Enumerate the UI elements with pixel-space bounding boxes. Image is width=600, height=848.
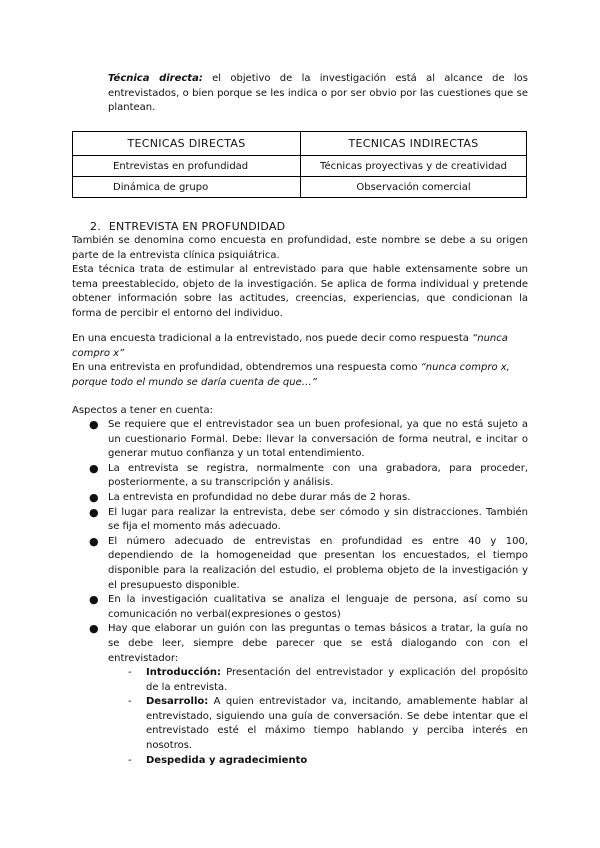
section-number: 2. xyxy=(90,220,101,233)
list-item-text: El número adecuado de entrevistas en profundidad es entre 40 y 100, dependiendo de la homogeneidad que presentan los encuestados, el tiempo disponible para la realización del estudio, el problema objeto de la investigación y el presupuesto disponible. xyxy=(108,535,528,591)
depth-text: En una entrevista en profundidad, obtendremos una respuesta como xyxy=(72,362,421,374)
sub-list-item xyxy=(128,666,528,695)
examples-body xyxy=(72,332,528,390)
aspects-list xyxy=(89,418,528,768)
table-row xyxy=(73,156,527,177)
traditional-text: En una encuesta tradicional a la entrevistado, nos puede decir como respuesta xyxy=(72,333,473,344)
table-header-direct: TECNICAS DIRECTAS xyxy=(73,132,301,156)
table-cell: Técnicas proyectivas y de creatividad xyxy=(301,156,527,177)
sub-item-text: A quien entrevistador va, incitando, amablemente hablar al entrevistado, siguiendo una guía de conversación. Se debe intentar que el entrevistado esté el máximo tiempo hablando y perciba interés en nosotros. xyxy=(146,696,528,752)
table-cell: Observación comercial xyxy=(301,177,527,198)
paragraph-origin: También se denomina como encuesta en profundidad, este nombre se debe a su origen parte de la entrevista clínica psiquiátrica. xyxy=(72,235,528,261)
list-item-text: Hay que elaborar un guión con las preguntas o temas básicos a tratar, la guía no se debe leer, siempre debe parecer que se está dialogando con con el entrevistador: xyxy=(108,623,528,664)
intro-paragraph xyxy=(108,72,528,116)
table-cell: Entrevistas en profundidad xyxy=(73,156,301,177)
section-heading xyxy=(90,220,285,233)
intro-label: Técnica directa: xyxy=(108,73,203,84)
sub-item-text: Presentación del entrevistador y explicación del propósito de la entrevista. xyxy=(146,667,528,693)
bullet-icon: ● xyxy=(89,418,99,431)
list-item xyxy=(89,418,528,462)
list-item xyxy=(89,461,528,491)
depth-quote: “nunca compro x, porque todo el mundo se daría cuenta de que…” xyxy=(72,362,510,388)
table-header-row xyxy=(73,132,527,156)
bullet-icon: ● xyxy=(89,461,99,475)
list-item-text: La entrevista se registra, normalmente con una grabadora, para proceder, posteriormente, a su transcripción y análisis. xyxy=(108,462,528,489)
bullet-icon: ● xyxy=(89,490,99,504)
list-item-text: El lugar para realizar la entrevista, debe ser cómodo y sin distracciones. También se fija el momento más adecuado. xyxy=(108,506,528,533)
list-item-text: La entrevista en profundidad no debe durar más de 2 horas. xyxy=(108,491,411,503)
list-item-text: Se requiere que el entrevistador sea un buen profesional, ya que no está sujeto a un cuestionario Formal. Debe: llevar la conversación de forma neutral, e incitar o generar mutuo confianza y un total entendimiento. xyxy=(108,419,528,460)
guide-sublist xyxy=(108,666,528,768)
list-item-text: En la investigación cualitativa se analiza el lenguaje de persona, así como su comunicación no verbal(expresiones o gestos) xyxy=(108,594,528,620)
aspects-label: Aspectos a tener en cuenta: xyxy=(72,405,214,416)
list-item xyxy=(89,505,528,535)
sub-list-item xyxy=(128,695,528,753)
dash-icon: - xyxy=(128,667,132,679)
sub-item-label: Despedida y agradecimiento xyxy=(146,754,308,766)
intro-text: el objetivo de la investigación está al alcance de los entrevistados, o bien porque se les indica o por ser obvio por las cuestiones que se plantean. xyxy=(108,73,528,113)
table-cell: Dinámica de grupo xyxy=(73,177,301,198)
dash-icon: - xyxy=(128,696,132,708)
paragraph-traditional xyxy=(72,332,528,361)
paragraph-technique: Esta técnica trata de estimular al entrevistado para que hable extensamente sobre un tema preestablecido, objeto de la investigación. Se aplica de forma individual y pretende obtener información sobre las actitudes, creencias, experiencias, que condicionan la forma de percibir el entorno del individuo. xyxy=(72,264,528,319)
paragraph-depth xyxy=(72,361,528,390)
bullet-icon: ● xyxy=(89,534,99,548)
dash-icon: - xyxy=(128,754,132,766)
bullet-icon: ● xyxy=(89,593,99,607)
sub-list-item xyxy=(128,754,528,769)
techniques-table xyxy=(72,131,527,198)
section-body xyxy=(72,234,528,322)
traditional-quote: “nunca compro x” xyxy=(72,333,508,359)
table-header-indirect: TECNICAS INDIRECTAS xyxy=(301,132,527,156)
sub-item-label: Desarrollo: xyxy=(146,696,209,708)
list-item xyxy=(89,593,528,622)
list-item xyxy=(89,622,528,768)
section-title: ENTREVISTA EN PROFUNDIDAD xyxy=(108,220,286,233)
table-row xyxy=(73,177,527,198)
list-item xyxy=(89,490,528,506)
sub-item-label: Introducción: xyxy=(146,667,221,679)
bullet-icon: ● xyxy=(89,505,99,519)
bullet-icon: ● xyxy=(89,622,99,636)
list-item xyxy=(89,534,528,593)
